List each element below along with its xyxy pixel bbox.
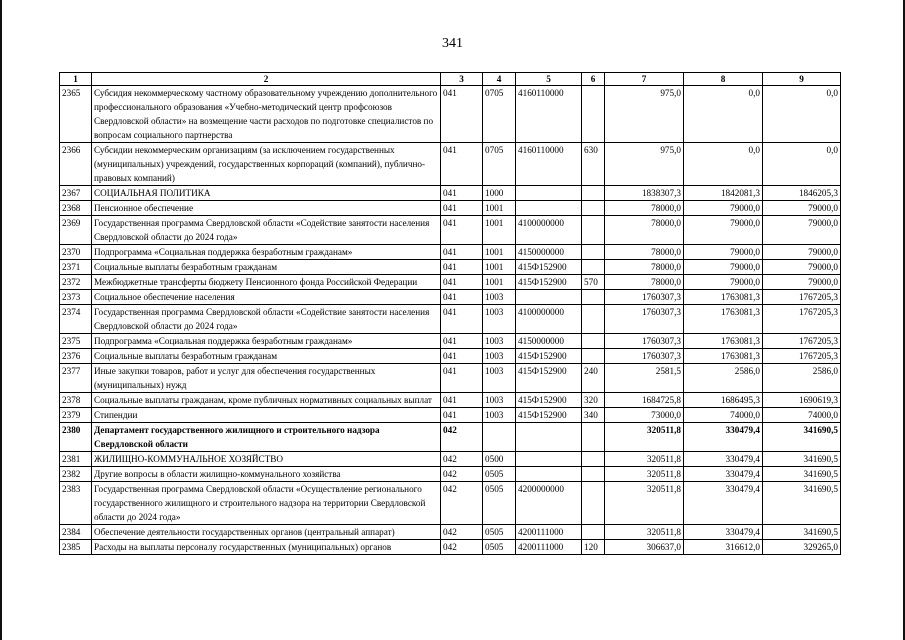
row-name-cell: Расходы на выплаты персоналу государственных (муниципальных) органов [92, 540, 441, 555]
table-row [60, 393, 841, 408]
table-row [60, 305, 841, 334]
row-name-cell: Иные закупки товаров, работ и услуг для обеспечения государственных (муниципальных) нужд [92, 364, 441, 393]
amount-2022-cell: 1760307,3 [605, 305, 684, 334]
table-row [60, 482, 841, 525]
section-code-cell: 1003 [483, 349, 516, 364]
amount-2023-cell: 330479,4 [684, 525, 763, 540]
target-code-cell [516, 201, 582, 216]
admin-code-cell: 041 [441, 334, 483, 349]
section-code-cell: 0505 [483, 482, 516, 525]
target-code-cell [516, 290, 582, 305]
admin-code-cell: 041 [441, 349, 483, 364]
target-code-cell: 415Ф152900 [516, 260, 582, 275]
section-code-cell: 1003 [483, 393, 516, 408]
section-code-cell: 1003 [483, 364, 516, 393]
admin-code-cell: 042 [441, 482, 483, 525]
amount-2024-cell: 74000,0 [763, 408, 841, 423]
target-code-cell: 415Ф152900 [516, 275, 582, 290]
row-number-cell: 2375 [60, 334, 92, 349]
amount-2022-cell: 78000,0 [605, 260, 684, 275]
row-name-cell: Пенсионное обеспечение [92, 201, 441, 216]
table-row [60, 334, 841, 349]
admin-code-cell: 041 [441, 245, 483, 260]
amount-2023-cell: 79000,0 [684, 275, 763, 290]
target-code-cell: 415Ф152900 [516, 393, 582, 408]
target-code-cell: 415Ф152900 [516, 349, 582, 364]
row-name-cell: СОЦИАЛЬНАЯ ПОЛИТИКА [92, 186, 441, 201]
header-cell: 9 [763, 73, 841, 86]
admin-code-cell: 041 [441, 393, 483, 408]
table-row [60, 86, 841, 143]
table-row [60, 467, 841, 482]
amount-2023-cell: 79000,0 [684, 260, 763, 275]
admin-code-cell: 042 [441, 467, 483, 482]
expense-type-cell: 340 [582, 408, 605, 423]
table-row [60, 423, 841, 452]
row-number-cell: 2372 [60, 275, 92, 290]
row-number-cell: 2370 [60, 245, 92, 260]
section-code-cell: 1003 [483, 334, 516, 349]
page-number: 341 [442, 36, 463, 51]
row-name-cell: Департамент государственного жилищного и строительного надзора Свердловской области [92, 423, 441, 452]
expense-type-cell [582, 245, 605, 260]
table-row [60, 364, 841, 393]
amount-2022-cell: 306637,0 [605, 540, 684, 555]
admin-code-cell: 041 [441, 186, 483, 201]
amount-2024-cell: 341690,5 [763, 467, 841, 482]
section-code-cell: 1000 [483, 186, 516, 201]
scan-edge-left [0, 0, 2, 640]
amount-2024-cell: 79000,0 [763, 245, 841, 260]
target-code-cell: 415Ф152900 [516, 364, 582, 393]
admin-code-cell: 042 [441, 452, 483, 467]
row-number-cell: 2382 [60, 467, 92, 482]
amount-2022-cell: 73000,0 [605, 408, 684, 423]
amount-2023-cell: 1763081,3 [684, 305, 763, 334]
amount-2023-cell: 1763081,3 [684, 349, 763, 364]
amount-2022-cell: 320511,8 [605, 423, 684, 452]
section-code-cell: 1003 [483, 408, 516, 423]
amount-2023-cell: 79000,0 [684, 245, 763, 260]
expense-type-cell: 570 [582, 275, 605, 290]
amount-2022-cell: 1760307,3 [605, 290, 684, 305]
row-number-cell: 2379 [60, 408, 92, 423]
amount-2024-cell: 79000,0 [763, 216, 841, 245]
section-code-cell: 1003 [483, 305, 516, 334]
expense-type-cell [582, 260, 605, 275]
amount-2023-cell: 330479,4 [684, 423, 763, 452]
header-cell: 1 [60, 73, 92, 86]
amount-2024-cell: 0,0 [763, 143, 841, 186]
admin-code-cell: 042 [441, 423, 483, 452]
row-number-cell: 2369 [60, 216, 92, 245]
table-row [60, 245, 841, 260]
admin-code-cell: 042 [441, 525, 483, 540]
admin-code-cell: 041 [441, 201, 483, 216]
expense-type-cell [582, 86, 605, 143]
amount-2023-cell: 1686495,3 [684, 393, 763, 408]
row-name-cell: ЖИЛИЩНО-КОММУНАЛЬНОЕ ХОЗЯЙСТВО [92, 452, 441, 467]
row-number-cell: 2373 [60, 290, 92, 305]
row-name-cell: Социальные выплаты безработным гражданам [92, 349, 441, 364]
amount-2022-cell: 78000,0 [605, 245, 684, 260]
amount-2023-cell: 1842081,3 [684, 186, 763, 201]
amount-2023-cell: 330479,4 [684, 482, 763, 525]
row-name-cell: Стипендии [92, 408, 441, 423]
amount-2022-cell: 320511,8 [605, 452, 684, 467]
amount-2023-cell: 2586,0 [684, 364, 763, 393]
table-row [60, 216, 841, 245]
admin-code-cell: 041 [441, 408, 483, 423]
table-row [60, 408, 841, 423]
target-code-cell [516, 186, 582, 201]
amount-2022-cell: 1760307,3 [605, 349, 684, 364]
amount-2024-cell: 1767205,3 [763, 305, 841, 334]
admin-code-cell: 041 [441, 260, 483, 275]
row-number-cell: 2383 [60, 482, 92, 525]
section-code-cell: 1003 [483, 290, 516, 305]
amount-2024-cell: 0,0 [763, 86, 841, 143]
amount-2023-cell: 330479,4 [684, 467, 763, 482]
row-name-cell: Социальные выплаты безработным гражданам [92, 260, 441, 275]
amount-2022-cell: 975,0 [605, 86, 684, 143]
amount-2023-cell: 316612,0 [684, 540, 763, 555]
row-name-cell: Подпрограмма «Социальная поддержка безработным гражданам» [92, 334, 441, 349]
admin-code-cell: 041 [441, 305, 483, 334]
amount-2024-cell: 2586,0 [763, 364, 841, 393]
row-number-cell: 2374 [60, 305, 92, 334]
amount-2022-cell: 78000,0 [605, 275, 684, 290]
row-number-cell: 2367 [60, 186, 92, 201]
amount-2023-cell: 330479,4 [684, 452, 763, 467]
amount-2023-cell: 79000,0 [684, 201, 763, 216]
amount-2024-cell: 79000,0 [763, 260, 841, 275]
amount-2024-cell: 341690,5 [763, 482, 841, 525]
amount-2023-cell: 1763081,3 [684, 334, 763, 349]
amount-2024-cell: 329265,0 [763, 540, 841, 555]
row-name-cell: Субсидия некоммерческому частному образовательному учреждению дополнительного профессионального образования «Учебно-методический центр профсоюзов Свердловской области» на возмещение части расходов по подготовке специалистов по вопросам социального партнерства [92, 86, 441, 143]
amount-2022-cell: 320511,8 [605, 525, 684, 540]
row-name-cell: Социальное обеспечение населения [92, 290, 441, 305]
target-code-cell: 4150000000 [516, 245, 582, 260]
expense-type-cell [582, 290, 605, 305]
row-name-cell: Подпрограмма «Социальная поддержка безработным гражданам» [92, 245, 441, 260]
section-code-cell: 0505 [483, 467, 516, 482]
expense-type-cell: 120 [582, 540, 605, 555]
amount-2022-cell: 1838307,3 [605, 186, 684, 201]
admin-code-cell: 042 [441, 540, 483, 555]
expense-type-cell [582, 482, 605, 525]
table-row [60, 186, 841, 201]
table-row [60, 143, 841, 186]
row-number-cell: 2380 [60, 423, 92, 452]
row-number-cell: 2381 [60, 452, 92, 467]
header-cell: 3 [441, 73, 483, 86]
table-row [60, 525, 841, 540]
row-number-cell: 2376 [60, 349, 92, 364]
row-name-cell: Государственная программа Свердловской области «Содействие занятости населения Свердловской области до 2024 года» [92, 216, 441, 245]
header-cell: 2 [92, 73, 441, 86]
target-code-cell: 4160110000 [516, 86, 582, 143]
target-code-cell: 4200111000 [516, 540, 582, 555]
section-code-cell: 1001 [483, 275, 516, 290]
table-body [60, 86, 841, 555]
section-code-cell: 0705 [483, 143, 516, 186]
section-code-cell: 1001 [483, 245, 516, 260]
section-code-cell: 0500 [483, 452, 516, 467]
amount-2022-cell: 320511,8 [605, 467, 684, 482]
target-code-cell: 4200111000 [516, 525, 582, 540]
table-row [60, 290, 841, 305]
expense-type-cell [582, 334, 605, 349]
amount-2023-cell: 1763081,3 [684, 290, 763, 305]
amount-2024-cell: 79000,0 [763, 275, 841, 290]
amount-2024-cell: 1846205,3 [763, 186, 841, 201]
budget-table [59, 72, 841, 555]
amount-2024-cell: 1767205,3 [763, 334, 841, 349]
amount-2023-cell: 74000,0 [684, 408, 763, 423]
admin-code-cell: 041 [441, 364, 483, 393]
admin-code-cell: 041 [441, 143, 483, 186]
table-row [60, 275, 841, 290]
amount-2024-cell: 1690619,3 [763, 393, 841, 408]
amount-2024-cell: 341690,5 [763, 452, 841, 467]
amount-2023-cell: 0,0 [684, 86, 763, 143]
expense-type-cell: 320 [582, 393, 605, 408]
amount-2023-cell: 0,0 [684, 143, 763, 186]
amount-2023-cell: 79000,0 [684, 216, 763, 245]
amount-2024-cell: 341690,5 [763, 525, 841, 540]
row-name-cell: Государственная программа Свердловской области «Осуществление регионального государственного жилищного и строительного надзора на территории Свердловской области до 2024 года» [92, 482, 441, 525]
expense-type-cell [582, 467, 605, 482]
expense-type-cell: 240 [582, 364, 605, 393]
header-cell: 6 [582, 73, 605, 86]
expense-type-cell [582, 525, 605, 540]
row-number-cell: 2368 [60, 201, 92, 216]
row-name-cell: Обеспечение деятельности государственных органов (центральный аппарат) [92, 525, 441, 540]
row-name-cell: Социальные выплаты гражданам, кроме публичных нормативных социальных выплат [92, 393, 441, 408]
expense-type-cell [582, 186, 605, 201]
expense-type-cell [582, 423, 605, 452]
section-code-cell: 1001 [483, 201, 516, 216]
target-code-cell: 4100000000 [516, 305, 582, 334]
table-row [60, 349, 841, 364]
row-name-cell: Государственная программа Свердловской области «Содействие занятости населения Свердловской области до 2024 года» [92, 305, 441, 334]
row-name-cell: Другие вопросы в области жилищно-коммунального хозяйства [92, 467, 441, 482]
table-row [60, 540, 841, 555]
header-cell: 8 [684, 73, 763, 86]
amount-2024-cell: 1767205,3 [763, 290, 841, 305]
table-row [60, 201, 841, 216]
row-name-cell: Межбюджетные трансферты бюджету Пенсионного фонда Российской Федерации [92, 275, 441, 290]
header-cell: 7 [605, 73, 684, 86]
expense-type-cell [582, 349, 605, 364]
row-name-cell: Субсидии некоммерческим организациям (за исключением государственных (муниципальных) учреждений, государственных корпораций (компаний), публично-правовых компаний) [92, 143, 441, 186]
row-number-cell: 2371 [60, 260, 92, 275]
section-code-cell [483, 423, 516, 452]
amount-2022-cell: 1684725,8 [605, 393, 684, 408]
target-code-cell: 4160110000 [516, 143, 582, 186]
header-cell: 5 [516, 73, 582, 86]
admin-code-cell: 041 [441, 290, 483, 305]
target-code-cell: 4200000000 [516, 482, 582, 525]
target-code-cell: 4150000000 [516, 334, 582, 349]
target-code-cell [516, 423, 582, 452]
table-row [60, 452, 841, 467]
expense-type-cell [582, 305, 605, 334]
target-code-cell [516, 452, 582, 467]
header-cell: 4 [483, 73, 516, 86]
table-row [60, 260, 841, 275]
admin-code-cell: 041 [441, 216, 483, 245]
section-code-cell: 0505 [483, 525, 516, 540]
section-code-cell: 1001 [483, 260, 516, 275]
row-number-cell: 2377 [60, 364, 92, 393]
row-number-cell: 2366 [60, 143, 92, 186]
amount-2022-cell: 320511,8 [605, 482, 684, 525]
amount-2024-cell: 1767205,3 [763, 349, 841, 364]
row-number-cell: 2365 [60, 86, 92, 143]
target-code-cell: 415Ф152900 [516, 408, 582, 423]
header-row [60, 73, 841, 86]
amount-2022-cell: 2581,5 [605, 364, 684, 393]
amount-2022-cell: 78000,0 [605, 201, 684, 216]
expense-type-cell [582, 201, 605, 216]
admin-code-cell: 041 [441, 275, 483, 290]
expense-type-cell [582, 216, 605, 245]
row-number-cell: 2385 [60, 540, 92, 555]
expense-type-cell [582, 452, 605, 467]
row-number-cell: 2384 [60, 525, 92, 540]
target-code-cell: 4100000000 [516, 216, 582, 245]
amount-2024-cell: 341690,5 [763, 423, 841, 452]
amount-2024-cell: 79000,0 [763, 201, 841, 216]
expense-type-cell: 630 [582, 143, 605, 186]
section-code-cell: 0505 [483, 540, 516, 555]
target-code-cell [516, 467, 582, 482]
admin-code-cell: 041 [441, 86, 483, 143]
row-number-cell: 2378 [60, 393, 92, 408]
amount-2022-cell: 1760307,3 [605, 334, 684, 349]
amount-2022-cell: 975,0 [605, 143, 684, 186]
section-code-cell: 1001 [483, 216, 516, 245]
section-code-cell: 0705 [483, 86, 516, 143]
amount-2022-cell: 78000,0 [605, 216, 684, 245]
